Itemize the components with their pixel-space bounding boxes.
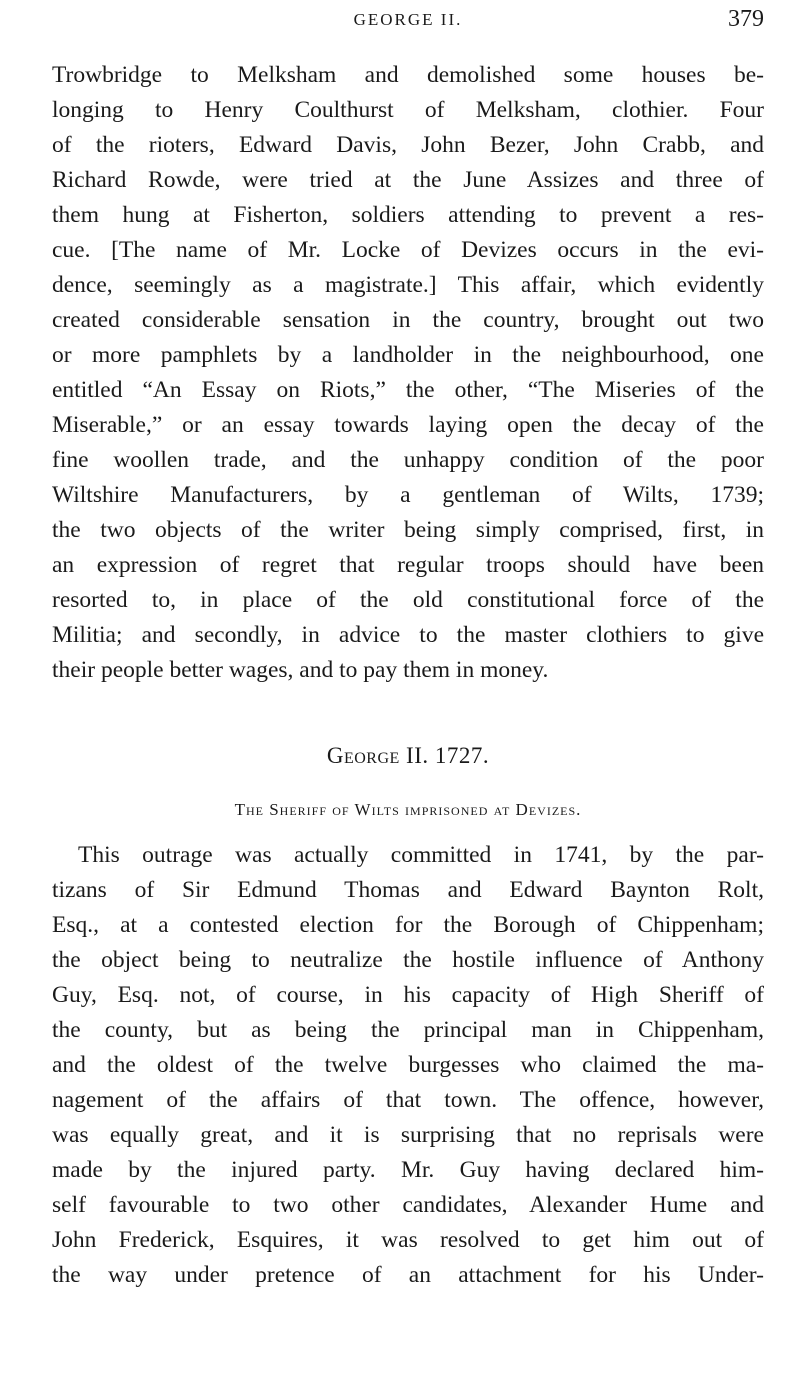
text-line: entitled “An Essay on Riots,” the other, “The Miseries of the: [52, 377, 764, 403]
text-line: John Frederick, Esquires, it was resolved to get him out of: [52, 1227, 764, 1253]
text-line: nagement of the affairs of that town. The offence, however,: [52, 1087, 764, 1113]
text-line: or more pamphlets by a landholder in the neighbourhood, one: [52, 342, 764, 368]
running-head: [52, 6, 764, 38]
text-line: longing to Henry Coulthurst of Melksham, clothier. Four: [52, 97, 764, 123]
section-subheading: The Sheriff of Wilts imprisoned at Devizes.: [234, 800, 582, 819]
text-line: tizans of Sir Edmund Thomas and Edward Baynton Rolt,: [52, 877, 764, 903]
page-number: 379: [728, 6, 764, 32]
continued-paragraph: [52, 58, 764, 688]
text-line: resorted to, in place of the old constitutional force of the: [52, 587, 764, 613]
text-line: Trowbridge to Melksham and demolished some houses be-: [52, 62, 764, 88]
text-line: Richard Rowde, were tried at the June Assizes and three of: [52, 167, 764, 193]
text-line: them hung at Fisherton, soldiers attending to prevent a res-: [52, 202, 764, 228]
running-title: GEORGE II.: [353, 10, 463, 29]
text-line: made by the injured party. Mr. Guy having declared him-: [52, 1157, 764, 1183]
text-line: Esq., at a contested election for the Borough of Chippenham;: [52, 912, 764, 938]
text-line: cue. [The name of Mr. Locke of Devizes occurs in the evi-: [52, 237, 764, 263]
text-line: Wiltshire Manufacturers, by a gentleman of Wilts, 1739;: [52, 482, 764, 508]
text-line: fine woollen trade, and the unhappy condition of the poor: [52, 447, 764, 473]
text-line: the two objects of the writer being simply comprised, first, in: [52, 517, 764, 543]
text-line: of the rioters, Edward Davis, John Bezer, John Crabb, and: [52, 132, 764, 158]
text-line: an expression of regret that regular troops should have been: [52, 552, 764, 578]
text-line: the county, but as being the principal man in Chippenham,: [52, 1017, 764, 1043]
text-line: dence, seemingly as a magistrate.] This affair, which evidently: [52, 272, 764, 298]
new-paragraph: [52, 838, 764, 1293]
text-line: Militia; and secondly, in advice to the master clothiers to give: [52, 622, 764, 648]
text-line: the object being to neutralize the hostile influence of Anthony: [52, 947, 764, 973]
text-line: self favourable to two other candidates, Alexander Hume and: [52, 1192, 764, 1218]
text-line: created considerable sensation in the country, brought out two: [52, 307, 764, 333]
text-line: This outrage was actually committed in 1741, by the par-: [78, 842, 764, 868]
text-line: Miserable,” or an essay towards laying open the decay of the: [52, 412, 764, 438]
section-heading: George II. 1727.: [326, 743, 490, 768]
text-line: the way under pretence of an attachment for his Under-: [52, 1262, 764, 1288]
text-line: was equally great, and it is surprising that no reprisals were: [52, 1122, 764, 1148]
text-line: and the oldest of the twelve burgesses who claimed the ma-: [52, 1052, 764, 1078]
text-line: their people better wages, and to pay them in money.: [52, 657, 549, 683]
text-line: Guy, Esq. not, of course, in his capacity of High Sheriff of: [52, 982, 764, 1008]
